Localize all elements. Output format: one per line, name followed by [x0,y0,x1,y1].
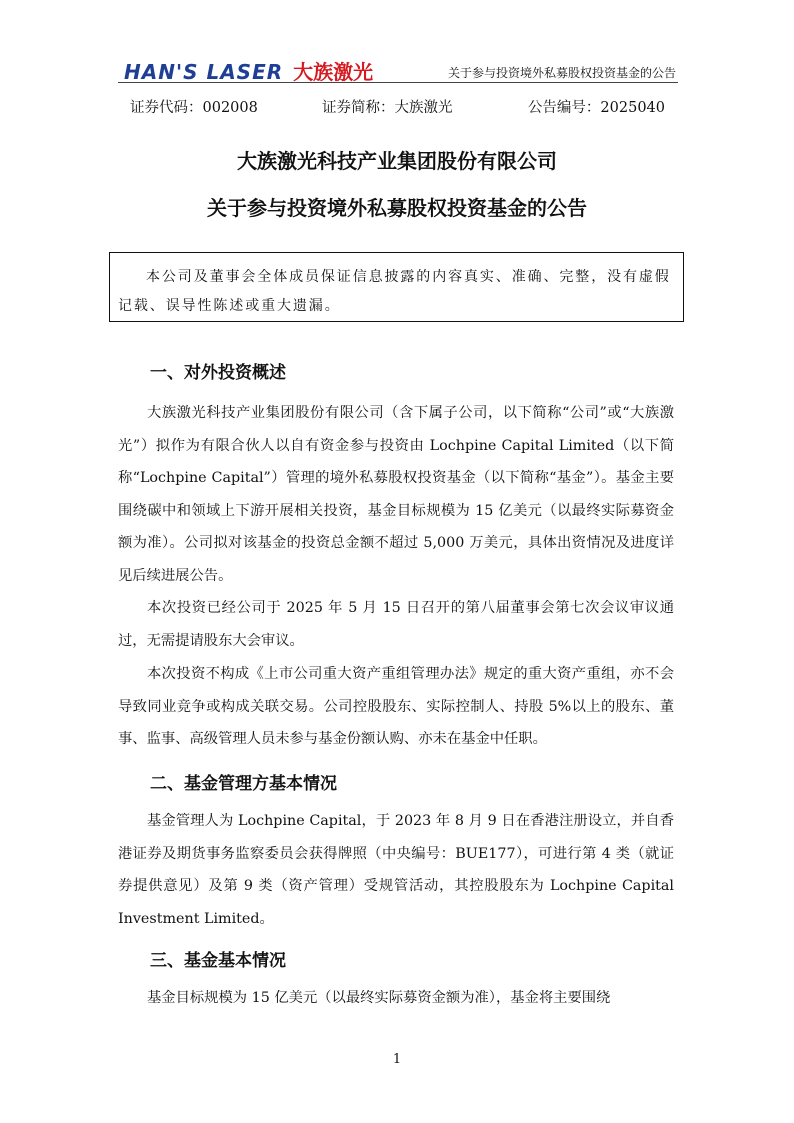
disclaimer-notice-box: 本公司及董事会全体成员保证信息披露的内容真实、准确、完整，没有虚假记载、误导性陈述或重大遗漏。 [109,252,684,322]
announcement-title: 关于参与投资境外私募股权投资基金的公告 [207,196,587,220]
security-info-row [130,96,665,118]
section-heading-fund-manager: 二、基金管理方基本情况 [150,774,337,794]
page-number: 1 [392,1052,402,1067]
paragraph-no-restructuring: 本次投资不构成《上市公司重大资产重组管理办法》规定的重大资产重组，亦不会导致同业竞争或构成关联交易。公司控股股东、实际控制人、持股 5%以上的股东、董事、监事、高级管理人员未参与基金份额认购、亦未在基金中任职。 [118,666,674,747]
paragraph-fund-basics: 基金目标规模为 15 亿美元（以最终实际募资金额为准），基金将主要围绕 [147,990,611,1006]
announcement-number: 公告编号：2025040 [527,100,665,116]
page-header [118,54,678,83]
security-code: 证券代码：002008 [130,100,258,116]
security-abbreviation: 证券简称：大族激光 [322,100,453,116]
section-heading-investment-overview: 一、对外投资概述 [150,363,286,383]
section-heading-fund-basics: 三、基金基本情况 [150,951,286,971]
logo-english-text: HAN'S LASER [124,60,284,84]
company-name-title: 大族激光科技产业集团股份有限公司 [237,149,557,173]
company-logo [124,56,373,85]
paragraph-board-approval: 本次投资已经公司于 2025 年 5 月 15 日召开的第八届董事会第七次会议审议通过，无需提请股东大会审议。 [118,600,674,649]
paragraph-investment-overview: 大族激光科技产业集团股份有限公司（含下属子公司，以下简称“公司”或“大族激光”）拟作为有限合伙人以自有资金参与投资由 Lochpine Capital Limited（以下简称“Lochpine Capital”）管理的境外私募股权投资基金（以下简称“基金”）。基金主要围绕碳中和领域上下游开展相关投资，基金目标规模为 15 亿美元（以最终实际募资金额为准）。公司拟对该基金的投资总金额不超过 5,000 万美元，具体出资情况及进度详见后续进展公告。 [118,405,674,584]
logo-chinese-text: 大族激光 [293,60,374,84]
paragraph-fund-manager: 基金管理人为 Lochpine Capital，于 2023 年 8 月 9 日在香港注册设立，并自香港证券及期货事务监察委员会获得牌照（中央编号：BUE177），可进行第 4 类（就证券提供意见）及第 9 类（资产管理）受规管活动，其控股股东为 Lochpine Capital Investment Limited。 [118,813,674,927]
header-document-title: 关于参与投资境外私募股权投资基金的公告 [447,66,676,80]
